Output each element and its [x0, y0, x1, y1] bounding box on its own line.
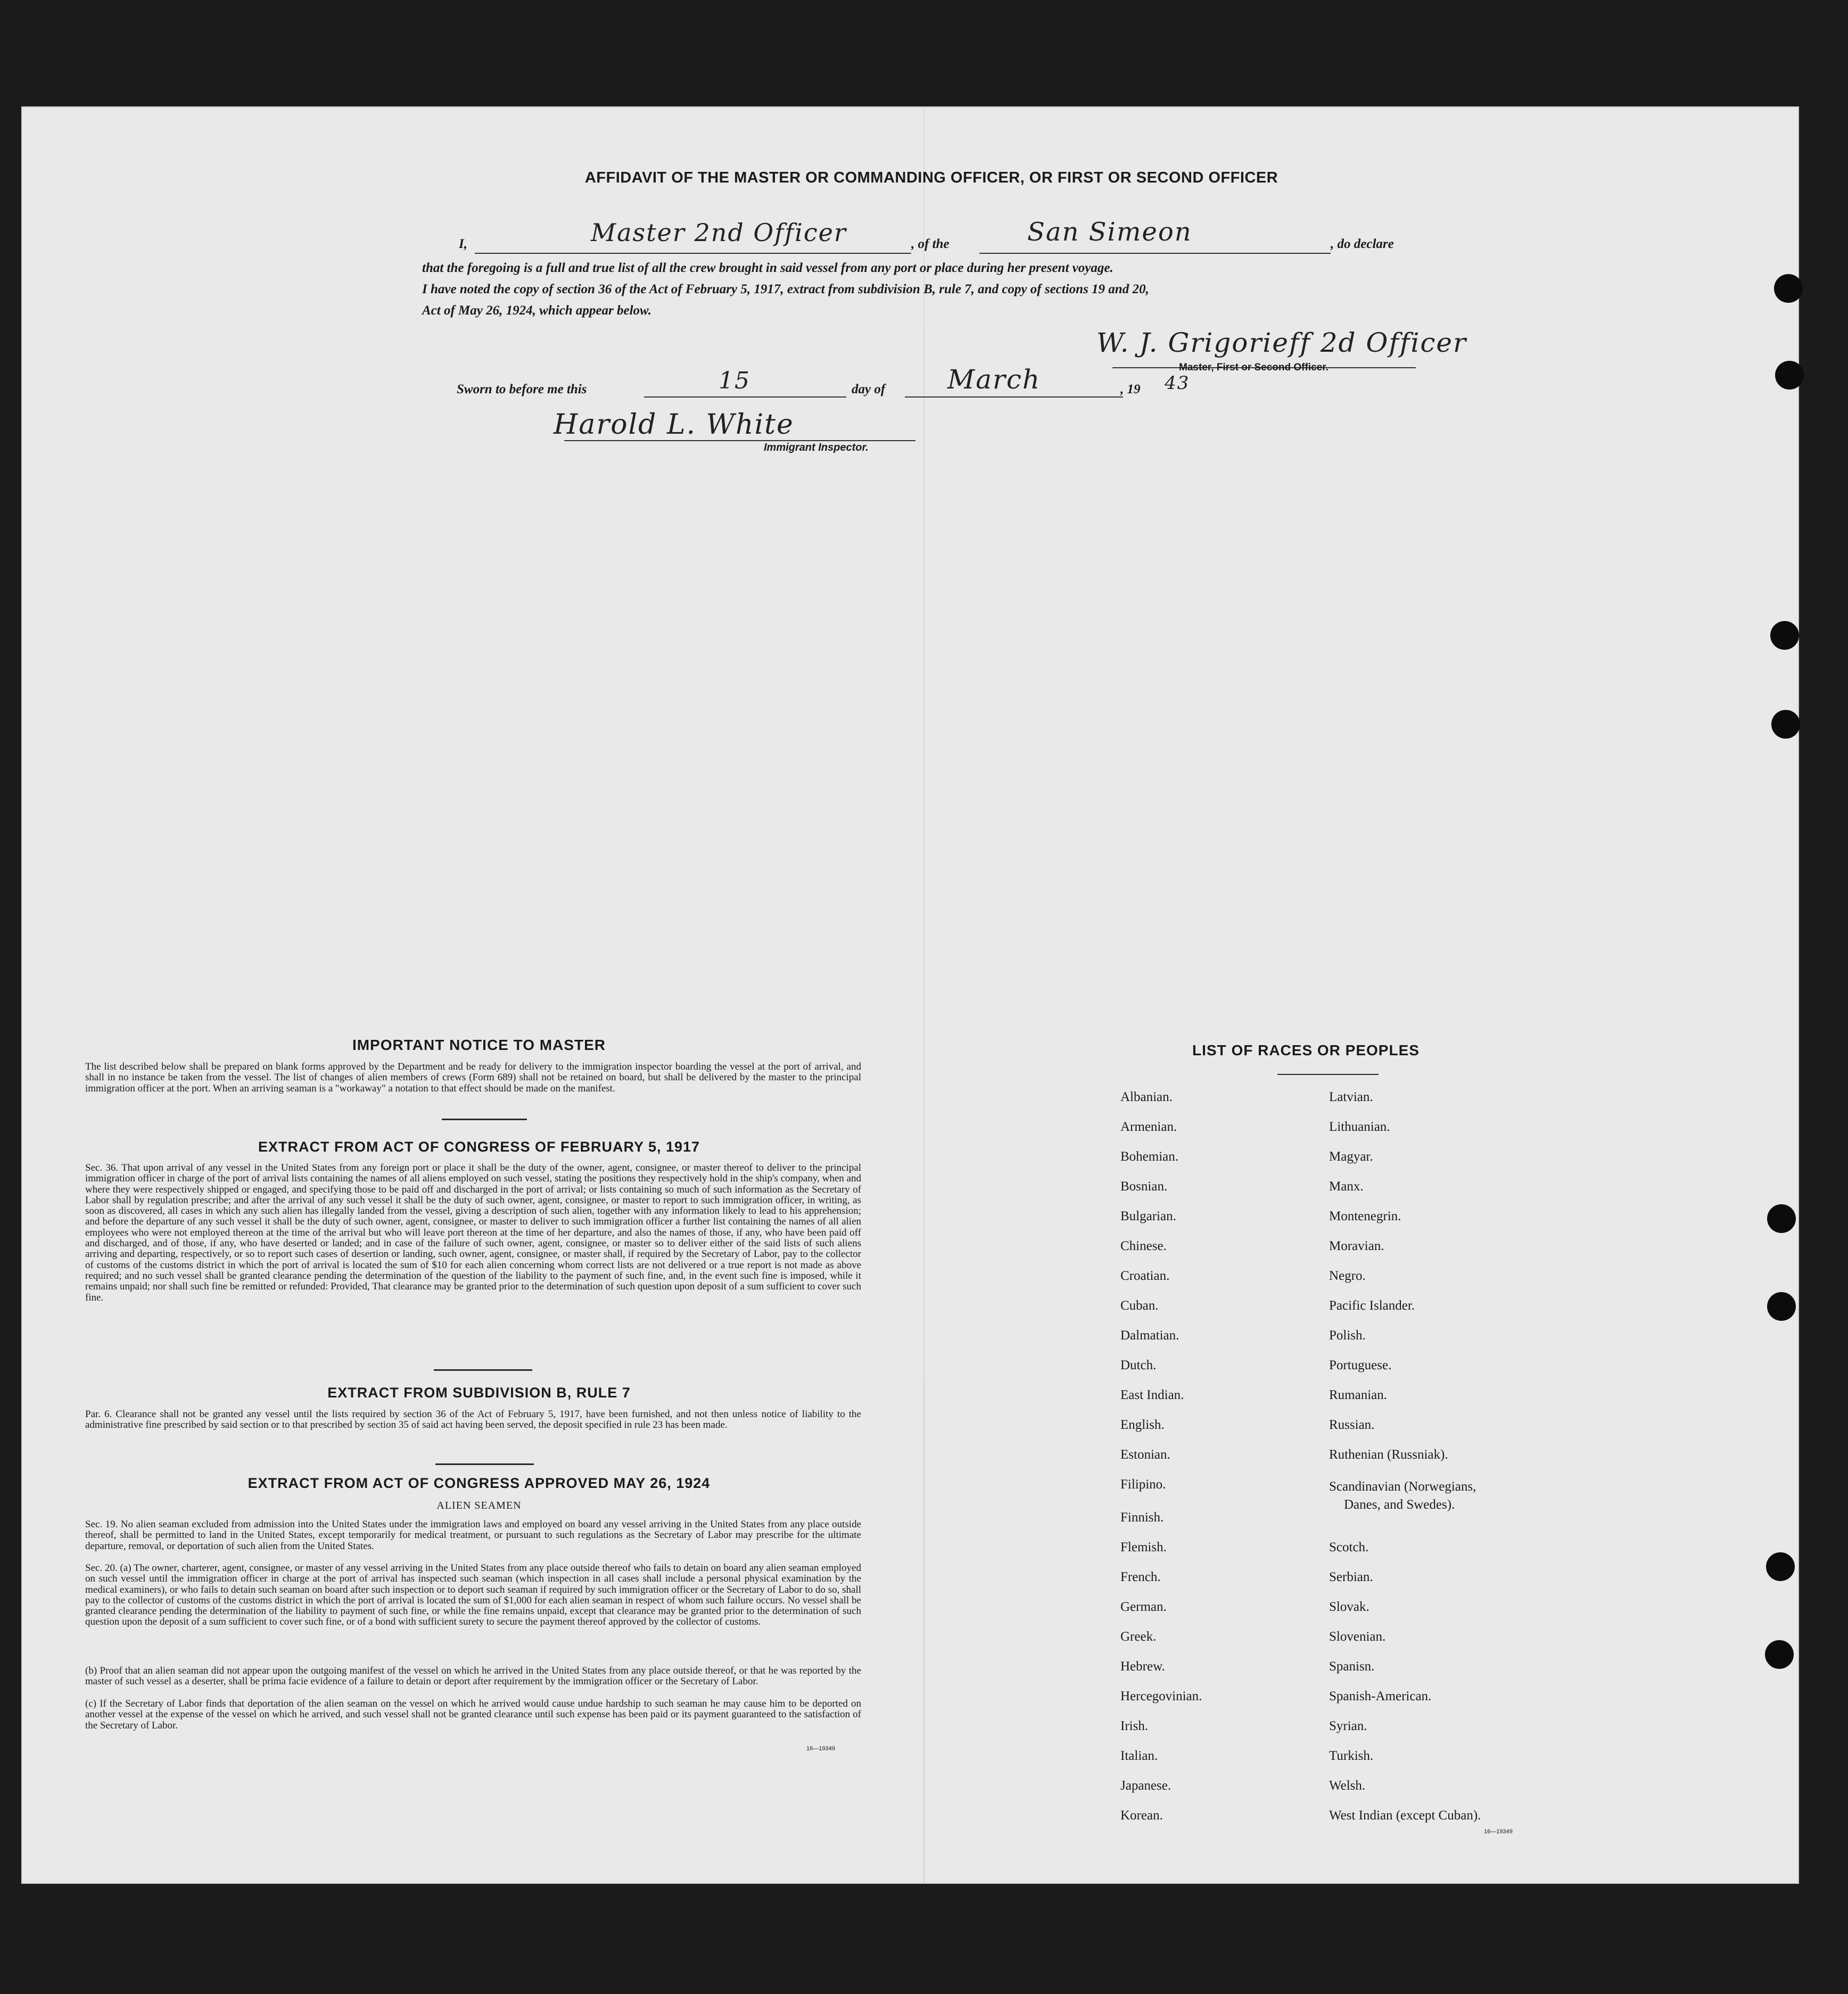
sworn-day: 15 [719, 367, 750, 394]
race-item: Irish. [1120, 1719, 1149, 1733]
sec-19-text: Sec. 19. No alien seaman excluded from admission into the United States under the immigration laws and employed on board any vessel arriving in the United States from any place outside thereof, shall be permitted to land in the United States, except temporarily for medical treatment, or pursuant to such regulations as the Secretary of Labor may prescribe for the ultimate departure, removal, or deportation of such alien from the United States. [85, 1519, 861, 1552]
officer-title-handwritten: Master 2nd Officer [591, 218, 847, 247]
race-item: Bohemian. [1120, 1149, 1179, 1164]
binder-hole [1766, 1552, 1795, 1581]
race-item: Pacific Islander. [1329, 1298, 1415, 1313]
race-item: Albanian. [1120, 1090, 1173, 1104]
race-item: Danes, and Swedes). [1344, 1497, 1455, 1512]
race-item: Serbian. [1329, 1570, 1373, 1584]
extract-1917-body: Sec. 36. That upon arrival of any vessel in the United States from any foreign port or place it shall be the duty of the owner, agent, consignee, or master thereof to deliver to the principal immigration officer in charge of the port of arrival lists containing the names of all aliens employed on such vessel, stating the positions they respectively hold in the ship's company, when and where they were respectively shipped or engaged, and specifying those to be paid off and discharged in the port of arrival; or lists containing so much of such information as the Secretary of Labor shall by regulation prescribe; and after the arrival of any such vessel it shall be the duty of such owner, agent, consignee, or master to report to such immigration officer, in writing, as soon as discovered, all cases in which any such alien has illegally landed from the vessel, giving a description of such alien, together with any information likely to lead to his apprehension; and before the departure of any such vessel it shall be the duty of such owner, agent, consignee, or master to deliver to such immigration officer a further list containing the names of all alien employees who were not employed thereon at the time of the arrival but who will leave port thereon at the time of her departure, and also the names of those, if any, who have been paid off and discharged, and of those, if any, who have deserted or landed; and in case of the failure of such owner, agent, consignee, or master so to deliver either of the said lists of such aliens arriving and departing, respectively, or so to report such cases of desertion or landing, such owner, agent, consignee, or master shall, if required by the Secretary of Labor, pay to the collector of customs of the customs district in which the port of arrival is located the sum of $10 for each alien concerning whom correct lists are not delivered or a true report is not made as above required; and no such vessel shall be granted clearance pending the determination of the question of the liability to the payment of such fine, and, in the event such fine is imposed, while it remains unpaid; nor shall such fine be remitted or refunded: Provided, That clearance may be granted prior to the determination of such question upon deposit of a sum sufficient to cover such fine. [85, 1162, 861, 1303]
race-item: Italian. [1120, 1749, 1158, 1763]
race-item: Slovak. [1329, 1600, 1370, 1614]
race-item: Syrian. [1329, 1719, 1367, 1733]
race-item: Finnish. [1120, 1510, 1164, 1525]
race-item: Spanisn. [1329, 1659, 1375, 1674]
race-item: Greek. [1120, 1629, 1157, 1644]
subdivision-b-title: EXTRACT FROM SUBDIVISION B, RULE 7 [327, 1385, 631, 1401]
sec-20a-text: Sec. 20. (a) The owner, charterer, agent, consignee, or master of any vessel arriving in the United States from any place outside thereof who fails to detain on board any alien seaman employed on such vessel until the immigration officer in charge at the port of arrival has inspected such seaman (which inspection in all cases shall include a personal physical examination by the medical examiners), or who fails to detain such seaman on board after such inspection or to deport such seaman if required by such immigration officer or the Secretary of Labor to do so, shall pay to the collector of customs of the customs district in which the port of arrival is located the sum of $1,000 for each alien seaman in respect of whom such failure occurs. No vessel shall be granted clearance pending the determination of the liability to payment of such fine, or while the fine remains unpaid, except that clearance may be granted prior to the determination of such question upon the deposit of a sum sufficient to cover such fine, or of a bond with sufficient surety to secure the payment thereof approved by the collector of customs. [85, 1562, 861, 1628]
binder-hole [1775, 361, 1804, 390]
race-item: Spanish-American. [1329, 1689, 1432, 1703]
race-item: Estonian. [1120, 1447, 1170, 1462]
vessel-name-handwritten: San Simeon [1027, 217, 1192, 247]
binder-hole [1767, 1292, 1796, 1321]
sworn-year: 43 [1165, 373, 1190, 394]
race-item: Scotch. [1329, 1540, 1369, 1554]
affidavit-line-2: that the foregoing is a full and true list of all the crew brought in said vessel from any port or place during her present voyage. [422, 261, 1113, 275]
day-of-label: day of [852, 382, 886, 396]
affidavit-title: AFFIDAVIT OF THE MASTER OR COMMANDING OFFICER, OR FIRST OR SECOND OFFICER [584, 169, 1278, 186]
affidavit-intro: I, [459, 237, 467, 251]
race-item: Welsh. [1329, 1778, 1366, 1793]
race-item: English. [1120, 1418, 1165, 1432]
race-item: Ruthenian (Russniak). [1329, 1447, 1448, 1462]
notice-title: IMPORTANT NOTICE TO MASTER [352, 1037, 606, 1053]
sec-20b-text: (b) Proof that an alien seaman did not appear upon the outgoing manifest of the vessel on which he arrived in the United States from any place outside thereof, or that he was reported by the master of such vessel as a deserter, shall be prima facie evidence of a failure to detain or deport after requirement by the immigration officer or the Secretary of Labor. [85, 1665, 861, 1687]
race-item: French. [1120, 1570, 1161, 1584]
race-item: Moravian. [1329, 1239, 1384, 1253]
race-item: Hebrew. [1120, 1659, 1165, 1674]
race-item: Dutch. [1120, 1358, 1157, 1372]
race-item: Dalmatian. [1120, 1328, 1179, 1343]
race-item: Hercegovinian. [1120, 1689, 1202, 1703]
race-item: Russian. [1329, 1418, 1375, 1432]
form-number-left: 16—19349 [806, 1745, 835, 1752]
binder-hole [1770, 621, 1799, 650]
race-item: Cuban. [1120, 1298, 1159, 1313]
race-item: Korean. [1120, 1808, 1163, 1823]
page-fold [923, 106, 925, 1884]
inspector-signature: Harold L. White [554, 409, 794, 441]
extract-1924-title: EXTRACT FROM ACT OF CONGRESS APPROVED MAY 26, 1924 [248, 1475, 711, 1491]
race-item: Armenian. [1120, 1120, 1177, 1134]
extract-1917-title: EXTRACT FROM ACT OF CONGRESS OF FEBRUARY 5, 1917 [258, 1139, 700, 1155]
race-item: Filipino. [1120, 1477, 1166, 1492]
binder-hole [1774, 274, 1803, 303]
sworn-label: Sworn to before me this [457, 382, 587, 396]
inspector-caption: Immigrant Inspector. [764, 442, 869, 453]
do-declare-label: , do declare [1331, 237, 1394, 251]
race-item: Japanese. [1120, 1778, 1172, 1793]
race-item: Polish. [1329, 1328, 1366, 1343]
year-prefix: , 19 [1120, 382, 1141, 396]
race-item: Bulgarian. [1120, 1209, 1176, 1223]
binder-hole [1765, 1640, 1794, 1669]
race-item: Slovenian. [1329, 1629, 1386, 1644]
race-item: Manx. [1329, 1179, 1364, 1194]
alien-seamen-subtitle: ALIEN SEAMEN [436, 1500, 522, 1511]
affidavit-line-4: Act of May 26, 1924, which appear below. [422, 303, 652, 318]
binder-hole [1767, 1204, 1796, 1233]
sec-20c-text: (c) If the Secretary of Labor finds that deportation of the alien seaman on the vessel on which he arrived would cause undue hardship to such seaman he may cause him to be deported on another vessel at the expense of the vessel on which he arrived, and such vessel shall not be granted clearance until such expense has been paid or its payment guaranteed to the satisfaction of the Secretary of Labor. [85, 1698, 861, 1731]
race-item: Turkish. [1329, 1749, 1374, 1763]
affidavit-line-3: I have noted the copy of section 36 of the Act of February 5, 1917, extract from subdivision B, rule 7, and copy of sections 19 and 20, [422, 282, 1149, 296]
sworn-month: March [947, 364, 1041, 395]
binder-hole [1771, 710, 1800, 739]
race-item: Scandinavian (Norwegians, [1329, 1479, 1476, 1494]
race-item: East Indian. [1120, 1388, 1184, 1402]
race-item: Latvian. [1329, 1090, 1373, 1104]
race-item: Rumanian. [1329, 1388, 1388, 1402]
race-item: Croatian. [1120, 1269, 1170, 1283]
race-item: Montenegrin. [1329, 1209, 1401, 1223]
races-title: LIST OF RACES OR PEOPLES [1192, 1042, 1420, 1058]
race-item: Portuguese. [1329, 1358, 1392, 1372]
of-the-label: , of the [911, 237, 950, 251]
race-item: Bosnian. [1120, 1179, 1168, 1194]
race-item: Flemish. [1120, 1540, 1167, 1554]
notice-body: The list described below shall be prepared on blank forms approved by the Department and be ready for delivery to the immigration inspector boarding the vessel at the port of arrival, and shall in no instance be taken from the vessel. The list of changes of alien members of crews (Form 689) shall not be retained on board, but shall be delivered by the master to the principal immigration officer at the port. When an arriving seaman is a "workaway" a notation to that effect should be made on the manifest. [85, 1061, 861, 1094]
form-number-right: 16—19349 [1484, 1828, 1513, 1835]
race-item: German. [1120, 1600, 1167, 1614]
signature-caption: Master, First or Second Officer. [1179, 362, 1329, 373]
race-item: Negro. [1329, 1269, 1366, 1283]
race-item: Lithuanian. [1329, 1120, 1390, 1134]
subdivision-b-body: Par. 6. Clearance shall not be granted any vessel until the lists required by section 36 of the Act of February 5, 1917, have been furnished, and not then unless notice of liability to the administrative fine prescribed by said section or to that prescribed by section 35 of said act having been served, the deposit specified in rule 23 has been made. [85, 1409, 861, 1431]
race-item: Chinese. [1120, 1239, 1167, 1253]
race-item: Magyar. [1329, 1149, 1373, 1164]
officer-signature: W. J. Grigorieff 2d Officer [1096, 327, 1467, 358]
race-item: West Indian (except Cuban). [1329, 1808, 1481, 1823]
